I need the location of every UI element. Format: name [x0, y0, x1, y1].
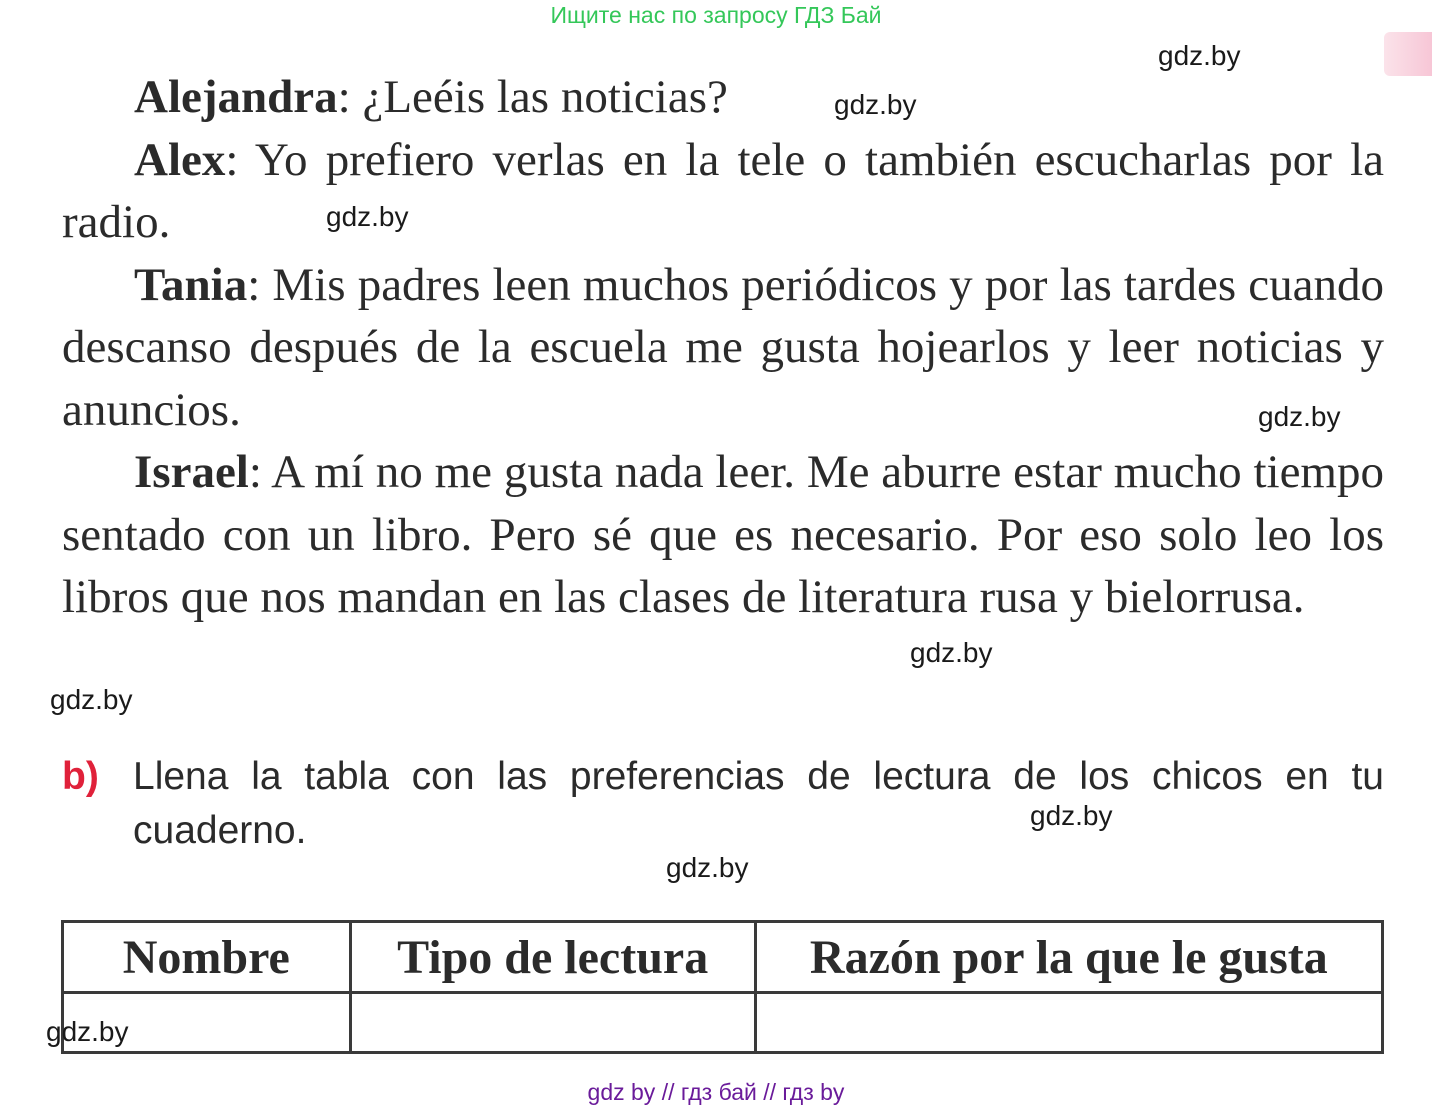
watermark: gdz.by: [1158, 40, 1241, 71]
dialogue-line: [62, 129, 1384, 254]
dialogue-line: [62, 66, 1384, 129]
dialogue-line: [62, 441, 1384, 629]
dialogue-line: [62, 254, 1384, 442]
side-tab: [1384, 32, 1432, 76]
line-text: : Mis padres leen muchos periódicos y por las tardes cuando descanso después de la escuela me gusta hojearlos y leer noticias y anuncios.: [62, 258, 1384, 436]
line-text: : A mí no me gusta nada leer. Me aburre estar mucho tiempo sentado con un libro. Pero sé que es necesario. Por eso solo leo los libros que nos mandan en las clases de literatura rusa y bielorrusa.: [62, 446, 1384, 623]
dialogue-text: [62, 66, 1384, 629]
watermark: gdz.by: [326, 201, 409, 232]
line-text: : ¿Leéis las noticias?: [337, 71, 728, 123]
speaker-name: Tania: [134, 258, 248, 311]
watermark: gdz.by: [50, 684, 133, 715]
empty-cell: [350, 993, 755, 1053]
header-cell-nombre: Nombre: [63, 922, 351, 993]
speaker-name: Alex: [134, 133, 226, 186]
line-text: : Yo prefiero verlas en la tele o también escucharlas por la radio.: [62, 133, 1384, 248]
watermark: gdz.by: [666, 852, 749, 883]
task-letter: b): [62, 755, 99, 798]
header-cell-razon: Razón por la que le gusta: [755, 922, 1382, 993]
top-banner-link[interactable]: Ищите нас по запросу ГДЗ Бай: [550, 2, 882, 28]
watermark: gdz.by: [46, 1016, 129, 1047]
speaker-name: Alejandra: [134, 71, 338, 123]
preferences-table: [61, 920, 1384, 1054]
footer-links[interactable]: gdz by // гдз бай // гдз by: [587, 1079, 845, 1105]
watermark: gdz.by: [1258, 401, 1341, 432]
speaker-name: Israel: [134, 446, 249, 498]
watermark: gdz.by: [834, 89, 917, 120]
task-instruction: Llena la tabla con las preferencias de lectura de los chicos en tu cuaderno.: [133, 755, 1384, 852]
watermark: gdz.by: [910, 637, 993, 668]
task-b: [62, 750, 1384, 858]
table-header-row: [63, 922, 1383, 993]
empty-cell: [755, 993, 1382, 1053]
table-row: [63, 993, 1383, 1053]
header-cell-tipo: Tipo de lectura: [350, 922, 755, 993]
watermark: gdz.by: [1030, 800, 1113, 831]
